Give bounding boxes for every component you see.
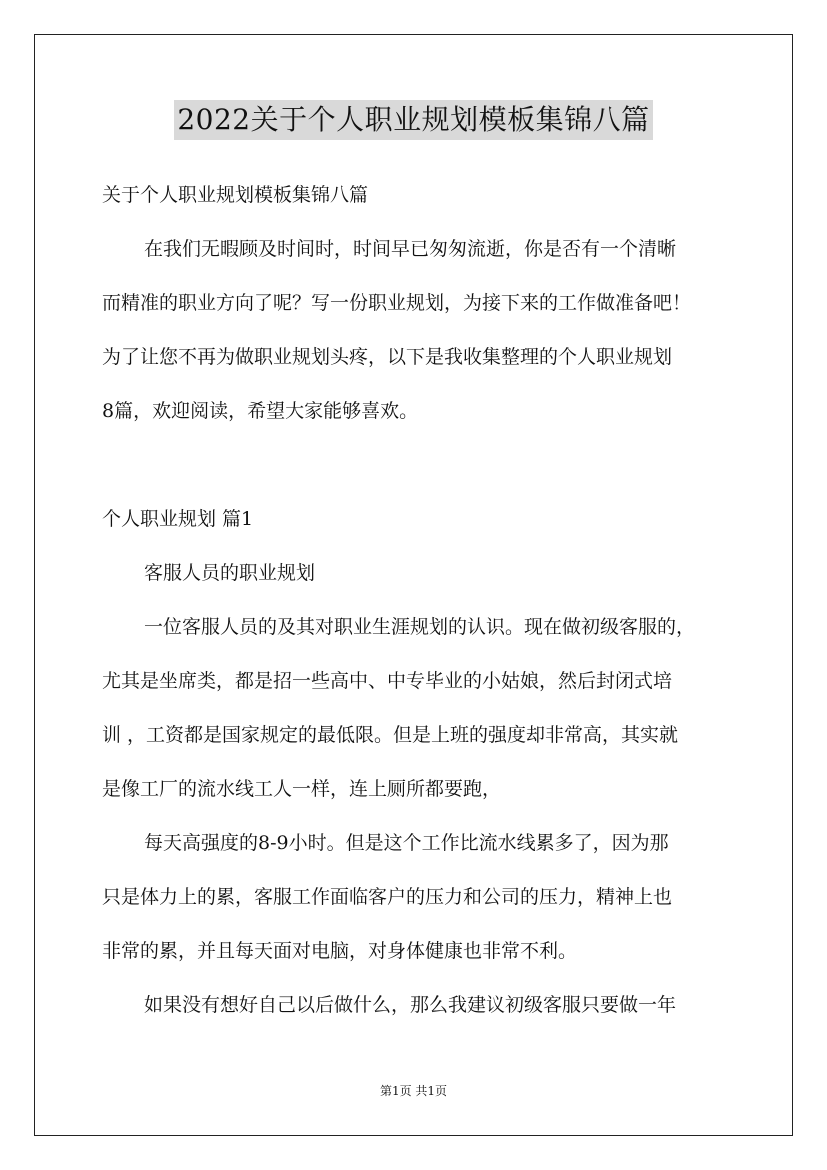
paragraph2-line-3: 非常的累，并且每天面对电脑，对身体健康也非常不利。 [102, 940, 578, 962]
intro-line-1: 在我们无暇顾及时间时，时间早已匆匆流逝，你是否有一个清晰 [144, 238, 677, 260]
section-heading: 个人职业规划 篇1 [102, 508, 254, 530]
paragraph2-line-2: 只是体力上的累，客服工作面临客户的压力和公司的压力，精神上也 [102, 886, 673, 908]
section-subheading: 客服人员的职业规划 [144, 562, 316, 584]
intro-line-2: 而精准的职业方向了呢？写一份职业规划，为接下来的工作做准备吧！ [102, 292, 692, 314]
intro-line-3: 为了让您不再为做职业规划头疼，以下是我收集整理的个人职业规划 [102, 346, 673, 368]
paragraph1-line-2: 尤其是坐席类，都是招一些高中、中专毕业的小姑娘，然后封闭式培 [102, 670, 673, 692]
paragraph2-line-1: 每天高强度的8-9小时。但是这个工作比流水线累多了，因为那 [144, 832, 669, 854]
title-container [0, 100, 827, 140]
document-title: 2022关于个人职业规划模板集锦八篇 [174, 100, 652, 140]
intro-line-4: 8篇，欢迎阅读，希望大家能够喜欢。 [102, 400, 419, 422]
document-subtitle: 关于个人职业规划模板集锦八篇 [102, 184, 369, 206]
paragraph1-line-4: 是像工厂的流水线工人一样，连上厕所都要跑， [102, 778, 502, 800]
page-footer: 第1页 共1页 [379, 1084, 448, 1098]
paragraph1-line-1: 一位客服人员的及其对职业生涯规划的认识。现在做初级客服的， [144, 616, 696, 638]
paragraph3-line-1: 如果没有想好自己以后做什么，那么我建议初级客服只要做一年 [144, 994, 677, 1016]
paragraph1-line-3: 训 ，工资都是国家规定的最低限。但是上班的强度却非常高，其实就 [102, 724, 679, 746]
